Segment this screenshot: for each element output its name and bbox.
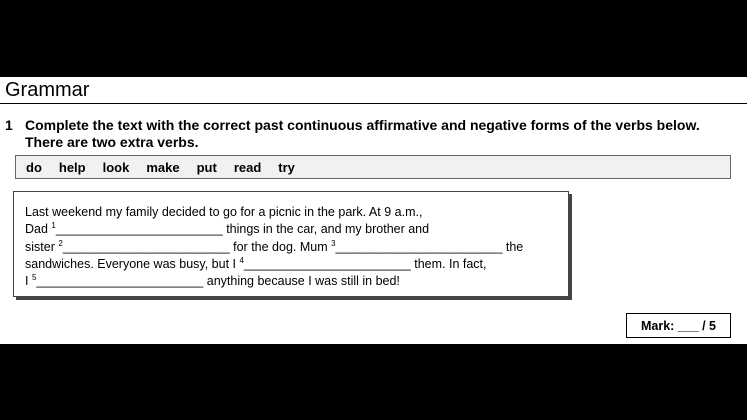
passage-text: sister bbox=[25, 239, 59, 254]
answer-gap-4[interactable]: ________________________ bbox=[243, 256, 411, 271]
passage-line bbox=[25, 239, 557, 256]
answer-gap-2[interactable]: ________________________ bbox=[62, 239, 230, 254]
answer-gap-3[interactable]: ________________________ bbox=[335, 239, 503, 254]
question-number: 1 bbox=[5, 117, 13, 133]
verb-item: put bbox=[196, 159, 217, 175]
passage-text: the bbox=[502, 239, 524, 254]
instruction-line-1: Complete the text with the correct past continuous affirmative and negative forms of the verbs below. bbox=[25, 117, 700, 133]
section-heading: Grammar bbox=[5, 79, 90, 101]
answer-gap-5[interactable]: ________________________ bbox=[36, 274, 204, 289]
passage-text: for the dog. Mum bbox=[229, 239, 332, 254]
passage-box bbox=[13, 191, 569, 297]
passage-text: them. In fact, bbox=[410, 256, 487, 271]
mark-box: Mark: ___ / 5 bbox=[626, 313, 731, 338]
passage-text: sandwiches. Everyone was busy, but I bbox=[25, 256, 240, 271]
passage-text: I bbox=[25, 274, 32, 289]
passage-line bbox=[25, 204, 557, 221]
verb-item: look bbox=[102, 159, 130, 175]
instruction-line-2: There are two extra verbs. bbox=[25, 134, 199, 150]
gap-number: 3 bbox=[331, 238, 336, 248]
heading-divider bbox=[0, 103, 747, 104]
question-instruction bbox=[25, 117, 740, 151]
verb-item: read bbox=[233, 159, 262, 175]
passage-line bbox=[25, 256, 557, 273]
worksheet-page bbox=[0, 77, 747, 344]
gap-number: 2 bbox=[58, 238, 63, 248]
verb-item: do bbox=[26, 159, 42, 175]
answer-gap-1[interactable]: ________________________ bbox=[55, 222, 223, 237]
verb-item: help bbox=[58, 159, 86, 175]
passage-text: Dad bbox=[25, 222, 52, 237]
verb-list-box bbox=[15, 155, 731, 179]
gap-number: 5 bbox=[31, 273, 37, 283]
passage-text: things in the car, and my brother and bbox=[222, 222, 430, 237]
gap-number: 1 bbox=[51, 221, 56, 231]
gap-number: 4 bbox=[239, 255, 244, 265]
verb-item: try bbox=[278, 159, 295, 175]
passage-line bbox=[25, 273, 557, 290]
passage-text: Last weekend my family decided to go for a picnic in the park. At 9 a.m., bbox=[25, 205, 423, 219]
passage-line bbox=[25, 221, 557, 238]
passage-text: anything because I was still in bed! bbox=[203, 274, 400, 289]
verb-item: make bbox=[146, 159, 180, 175]
